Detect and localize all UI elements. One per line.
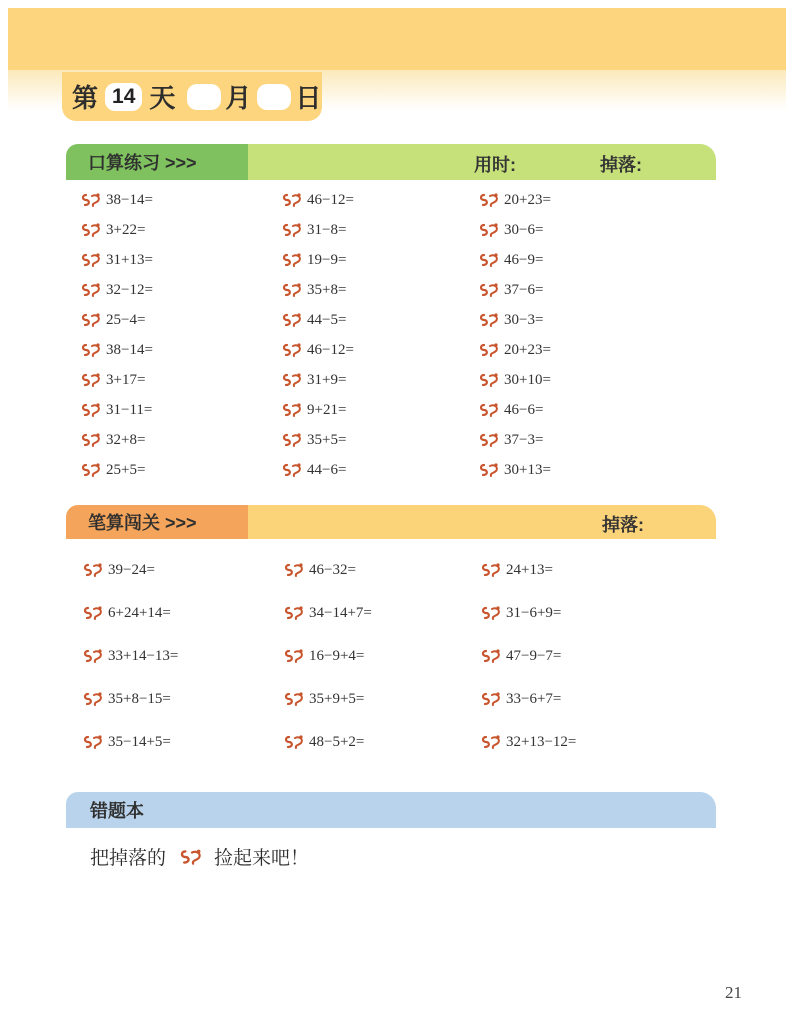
problem-item[interactable] (281, 431, 346, 449)
problem-text: 30−6= (504, 221, 544, 238)
problem-text: 24+13= (506, 561, 553, 578)
problem-item[interactable] (478, 461, 551, 479)
dragon-icon (281, 311, 305, 329)
dragon-icon (80, 311, 104, 329)
dragon-icon (80, 461, 104, 479)
day-suffix: 天 (149, 83, 176, 113)
problem-item[interactable] (478, 281, 543, 299)
dragon-icon (80, 371, 104, 389)
dragon-icon (480, 647, 504, 665)
problem-text: 30+13= (504, 461, 551, 478)
time-used-label: 用时: (474, 155, 516, 175)
problem-item[interactable] (281, 251, 346, 269)
problem-text: 33+14−13= (108, 647, 179, 664)
problem-text: 48−5+2= (309, 733, 365, 750)
dragon-icon (283, 604, 307, 622)
dragon-icon (80, 191, 104, 209)
problem-text: 47−9−7= (506, 647, 562, 664)
problem-text: 31+13= (106, 251, 153, 268)
dragon-icon (478, 191, 502, 209)
problem-text: 20+23= (504, 191, 551, 208)
problem-text: 39−24= (108, 561, 155, 578)
problem-item[interactable] (82, 561, 155, 579)
problem-text: 30−3= (504, 311, 544, 328)
written-dropped-label: 掉落: (602, 515, 644, 535)
problem-item[interactable] (478, 401, 543, 419)
mistakes-note (90, 843, 309, 870)
problem-text: 37−3= (504, 431, 544, 448)
problem-text: 46−12= (307, 341, 354, 358)
dragon-icon (283, 690, 307, 708)
page-number: 21 (725, 983, 742, 1002)
dragon-icon (478, 341, 502, 359)
problem-text: 30+10= (504, 371, 551, 388)
problem-text: 31−8= (307, 221, 347, 238)
dragon-icon (82, 647, 106, 665)
problem-item[interactable] (480, 690, 561, 708)
problem-item[interactable] (82, 604, 171, 622)
problem-text: 33−6+7= (506, 690, 562, 707)
day-number: 14 (105, 83, 142, 111)
problem-text: 16−9+4= (309, 647, 365, 664)
problem-item[interactable] (82, 690, 171, 708)
problem-item[interactable] (478, 431, 543, 449)
problem-item[interactable] (80, 371, 145, 389)
problem-item[interactable] (80, 191, 153, 209)
dragon-icon (82, 733, 106, 751)
problem-text: 9+21= (307, 401, 347, 418)
dragon-icon (281, 431, 305, 449)
problem-text: 31−11= (106, 401, 153, 418)
dragon-icon (281, 221, 305, 239)
dragon-icon (480, 733, 504, 751)
problem-text: 46−6= (504, 401, 544, 418)
problem-item[interactable] (80, 311, 145, 329)
problem-item[interactable] (80, 251, 153, 269)
problem-item[interactable] (80, 431, 145, 449)
dragon-icon (283, 561, 307, 579)
problem-item[interactable] (283, 561, 356, 579)
dragon-icon (80, 431, 104, 449)
dragon-icon (281, 401, 305, 419)
dragon-icon (281, 371, 305, 389)
dragon-icon (82, 690, 106, 708)
dragon-icon (281, 251, 305, 269)
dragon-icon (478, 311, 502, 329)
problem-item[interactable] (281, 341, 354, 359)
problem-text: 3+22= (106, 221, 146, 238)
problem-text: 44−5= (307, 311, 347, 328)
dragon-icon (80, 221, 104, 239)
problem-item[interactable] (480, 604, 561, 622)
problem-item[interactable] (80, 341, 153, 359)
note-after: 捡起来吧！ (214, 848, 310, 869)
problem-text: 35+8= (307, 281, 347, 298)
written-calc-title: 笔算闯关 >>> (66, 505, 248, 539)
dragon-icon (80, 251, 104, 269)
problem-item[interactable] (283, 690, 364, 708)
oral-practice-header (66, 144, 716, 180)
problem-text: 31−6+9= (506, 604, 562, 621)
problem-item[interactable] (478, 371, 551, 389)
problem-item[interactable] (80, 461, 145, 479)
dragon-icon (82, 604, 106, 622)
problem-text: 19−9= (307, 251, 347, 268)
problem-item[interactable] (478, 341, 551, 359)
problem-item[interactable] (478, 251, 543, 269)
dragon-icon (478, 431, 502, 449)
problem-text: 25−4= (106, 311, 146, 328)
problem-text: 34−14+7= (309, 604, 372, 621)
problem-text: 35+5= (307, 431, 347, 448)
problem-item[interactable] (281, 221, 346, 239)
note-before: 把掉落的 (90, 848, 167, 869)
problem-text: 37−6= (504, 281, 544, 298)
problem-text: 46−12= (307, 191, 354, 208)
problem-text: 35+9+5= (309, 690, 365, 707)
date-blank[interactable] (257, 84, 291, 110)
dragon-icon (478, 401, 502, 419)
dragon-icon (478, 221, 502, 239)
problem-text: 38−14= (106, 341, 153, 358)
dragon-icon (281, 461, 305, 479)
problem-text: 25+5= (106, 461, 146, 478)
problem-text: 46−9= (504, 251, 544, 268)
problem-text: 35−14+5= (108, 733, 171, 750)
dragon-icon (478, 371, 502, 389)
problem-text: 32+8= (106, 431, 146, 448)
date-label: 日 (295, 83, 322, 113)
top-banner (8, 8, 786, 70)
oral-practice-title: 口算练习 >>> (66, 144, 248, 180)
problem-item[interactable] (82, 647, 178, 665)
dragon-icon (480, 604, 504, 622)
problem-text: 20+23= (504, 341, 551, 358)
dragon-icon (480, 561, 504, 579)
problem-item[interactable] (281, 311, 346, 329)
problem-item[interactable] (82, 733, 171, 751)
month-blank[interactable] (187, 84, 221, 110)
dragon-icon (80, 401, 104, 419)
dragon-icon (281, 191, 305, 209)
problem-item[interactable] (478, 191, 551, 209)
problem-text: 31+9= (307, 371, 347, 388)
problem-item[interactable] (281, 461, 346, 479)
written-calc-header (66, 505, 716, 539)
problem-item[interactable] (281, 281, 346, 299)
problem-item[interactable] (480, 733, 576, 751)
problem-item[interactable] (80, 281, 153, 299)
oral-dropped-label: 掉落: (600, 155, 642, 175)
problem-item[interactable] (283, 647, 364, 665)
problem-text: 44−6= (307, 461, 347, 478)
dragon-icon (80, 341, 104, 359)
problem-item[interactable] (478, 311, 543, 329)
dragon-icon (281, 281, 305, 299)
problem-item[interactable] (283, 604, 372, 622)
problem-text: 3+17= (106, 371, 146, 388)
dragon-icon (478, 251, 502, 269)
problem-item[interactable] (80, 221, 145, 239)
problem-item[interactable] (281, 191, 354, 209)
problem-item[interactable] (283, 733, 364, 751)
problem-text: 32−12= (106, 281, 153, 298)
dragon-icon (82, 561, 106, 579)
problem-item[interactable] (480, 647, 561, 665)
month-label: 月 (225, 83, 252, 113)
dragon-icon (178, 847, 206, 867)
mistakes-title: 错题本 (90, 801, 144, 821)
dragon-icon (478, 281, 502, 299)
dragon-icon (80, 281, 104, 299)
problem-item[interactable] (80, 401, 152, 419)
day-header (62, 72, 322, 121)
problem-item[interactable] (478, 221, 543, 239)
problem-text: 46−32= (309, 561, 356, 578)
problem-text: 6+24+14= (108, 604, 171, 621)
problem-item[interactable] (480, 561, 553, 579)
problem-text: 38−14= (106, 191, 153, 208)
dragon-icon (283, 647, 307, 665)
problem-text: 32+13−12= (506, 733, 577, 750)
day-prefix: 第 (72, 83, 99, 113)
dragon-icon (480, 690, 504, 708)
dragon-icon (283, 733, 307, 751)
dragon-icon (478, 461, 502, 479)
mistakes-header (66, 792, 716, 828)
problem-text: 35+8−15= (108, 690, 171, 707)
problem-item[interactable] (281, 401, 346, 419)
problem-item[interactable] (281, 371, 346, 389)
dragon-icon (281, 341, 305, 359)
